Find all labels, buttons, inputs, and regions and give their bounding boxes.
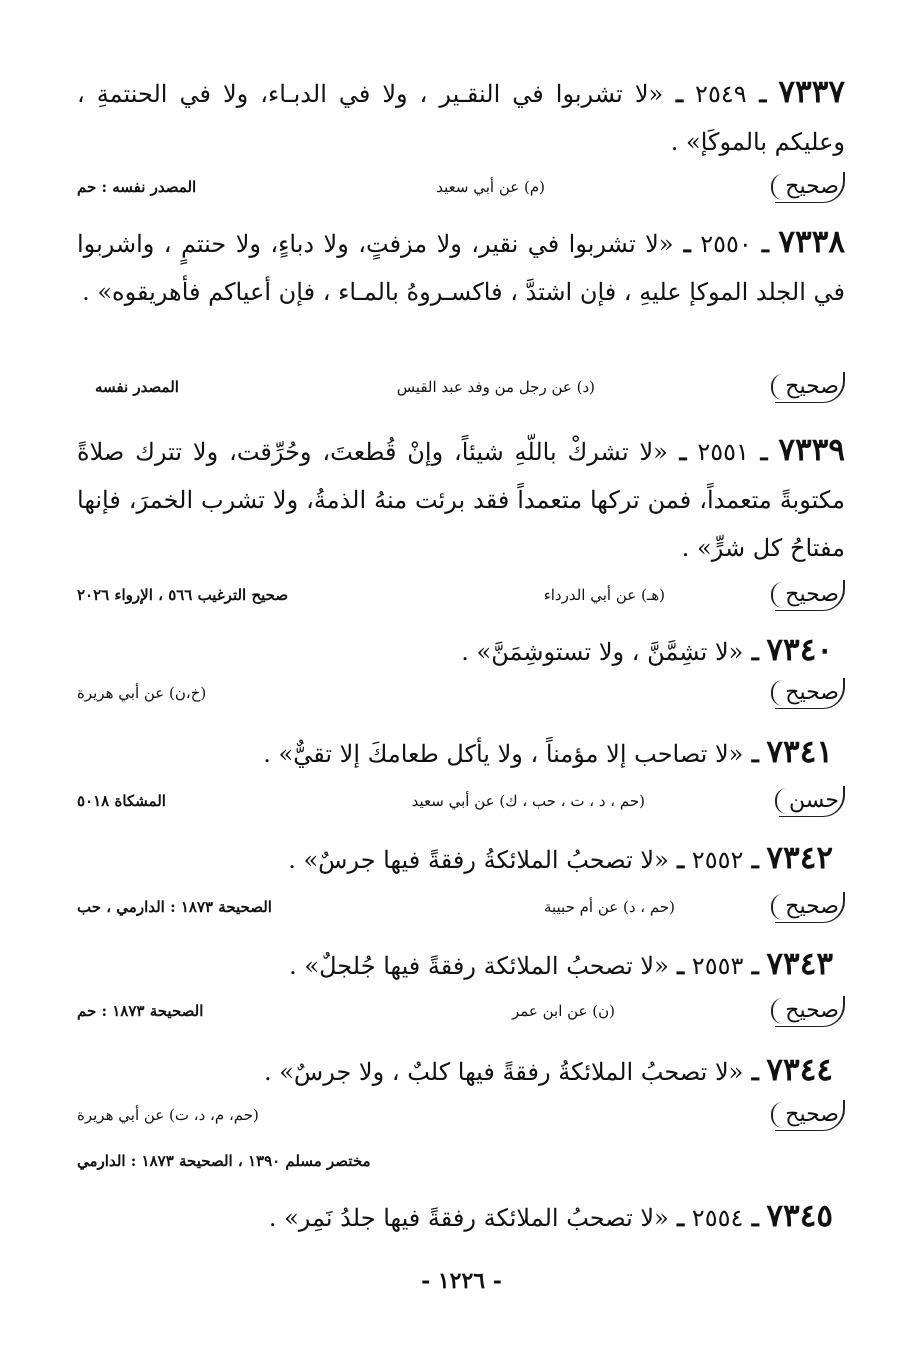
hadith-subnumber: ٢٥٥١ [697, 438, 749, 466]
hadith-text: «لا تصحبُ الملائكةُ رفقةً فيها جرسٌ» . [288, 846, 669, 874]
hadith-subnumber: ٢٥٤٩ [695, 80, 747, 108]
hadith-subnumber: ٢٥٥٣ [691, 952, 744, 980]
hadith-number: ٧٣٤١ [766, 734, 833, 770]
reference: المصدر نفسه : حم [77, 178, 197, 196]
hadith-entry: ٧٣٤٤ ـ «لا تصحبُ الملائكةُ رفقةً فيها كلبٌ ، ولا جرسٌ» . [263, 1052, 833, 1088]
hadith-number: ٧٣٣٩ [778, 432, 845, 468]
hadith-number: ٧٣٤٠ [766, 632, 833, 668]
narrator: (ن) عن ابن عمر [511, 1002, 615, 1020]
grade-label: صحيح [775, 580, 845, 611]
hadith-text: «لا تصحبُ الملائكة رفقةً فيها جلدُ نَمِر» . [268, 1204, 669, 1232]
hadith-number: ٧٣٤٥ [766, 1198, 833, 1234]
source-line [77, 678, 845, 716]
hadith-text: «لا تصاحب إلا مؤمناً ، ولا يأكل طعامكَ إلا تقيٌّ» . [263, 740, 744, 768]
hadith-number: ٧٣٤٢ [766, 840, 833, 876]
hadith-text: «لا تشربوا في النقـير ، ولا في الدبـاء، ولا في الحنتمةِ ، وعليكم بالموكَإ» . [77, 80, 845, 156]
hadith-number: ٧٣٤٣ [766, 946, 833, 982]
source-line [77, 892, 845, 930]
grade-label: صحيح [775, 1100, 845, 1131]
source-line [77, 996, 845, 1034]
narrator: (د) عن رجل من وفد عبد القيس [396, 378, 595, 396]
hadith-number: ٧٣٣٧ [778, 74, 846, 110]
hadith-entry: ٧٣٣٨ ـ ٢٥٥٠ ـ «لا تشربوا في نقير، ولا مزفتٍ، ولا دباءٍ، ولا حنتمٍ ، واشربوا في الجلد الموكإ عليهِ ، فإن اشتدَّ ، فاكسـروهُ بالمـاء ، فإن أعياكم فأهريقوه» . [77, 224, 846, 306]
reference-extra: مختصر مسلم ١٣٩٠ ، الصحيحة ١٨٧٣ : الدارمي [77, 1152, 371, 1170]
hadith-entry: ٧٣٤٢ ـ ٢٥٥٢ ـ «لا تصحبُ الملائكةُ رفقةً فيها جرسٌ» . [288, 840, 833, 876]
grade-label: صحيح [775, 996, 845, 1027]
hadith-entry: ٧٣٣٧ ـ ٢٥٤٩ ـ «لا تشربوا في النقـير ، ولا في الدبـاء، ولا في الحنتمةِ ، وعليكم بالموكَإ» . [77, 74, 846, 156]
hadith-entry: ٧٣٤٥ ـ ٢٥٥٤ ـ «لا تصحبُ الملائكة رفقةً فيها جلدُ نَمِر» . [268, 1198, 833, 1234]
hadith-text: «لا تصحبُ الملائكةُ رفقةً فيها كلبٌ ، ولا جرسٌ» . [263, 1058, 744, 1086]
hadith-text: «لا تشربوا في نقير، ولا مزفتٍ، ولا دباءٍ، ولا حنتمٍ ، واشربوا في الجلد الموكإ عليهِ ، فإن اشتدَّ ، فاكسـروهُ بالمـاء ، فإن أعياكم فأهريقوه» . [77, 230, 845, 306]
hadith-entry: ٧٣٤٣ ـ ٢٥٥٣ ـ «لا تصحبُ الملائكة رفقةً فيها جُلجلٌ» . [289, 946, 833, 982]
source-line [77, 172, 845, 210]
hadith-entry: ٧٣٤٠ ـ «لا تشِمَّنَّ ، ولا تستوشِمَنَّ» . [461, 632, 833, 668]
grade-label: صحيح [775, 372, 845, 403]
narrator: (خ،ن) عن أبي هريرة [77, 684, 207, 702]
narrator: (حم، م، د، ت) عن أبي هريرة [77, 1106, 259, 1124]
hadith-subnumber: ٢٥٥٠ [700, 230, 752, 258]
hadith-subnumber: ٢٥٥٢ [691, 846, 744, 874]
narrator: (حم ، د ، ت ، حب ، ك) عن أبي سعيد [411, 792, 645, 810]
reference: المصدر نفسه [95, 378, 179, 396]
hadith-subnumber: ٢٥٥٤ [691, 1204, 744, 1232]
hadith-text: «لا تشِمَّنَّ ، ولا تستوشِمَنَّ» . [461, 638, 744, 666]
hadith-entry: ٧٣٤١ ـ «لا تصاحب إلا مؤمناً ، ولا يأكل طعامكَ إلا تقيٌّ» . [263, 734, 833, 770]
hadith-number: ٧٣٤٤ [766, 1052, 833, 1088]
reference: صحيح الترغيب ٥٦٦ ، الإرواء ٢٠٢٦ [77, 586, 289, 604]
grade-label: حسن [779, 786, 845, 817]
grade-label: صحيح [775, 892, 845, 923]
hadith-number: ٧٣٣٨ [778, 224, 846, 260]
reference: المشكاة ٥٠١٨ [77, 792, 166, 810]
grade-label: صحيح [775, 678, 845, 709]
narrator: (هـ) عن أبي الدرداء [543, 586, 665, 604]
hadith-text: «لا تشركْ باللّهِ شيئاً، وإنْ قُطعتَ، وحُرِّقت، ولا تترك صلاةً مكتوبةً متعمداً، فمن تركها متعمداً فقد برئت منهُ الذمةُ، ولا تشرب الخمرَ، فإنها مفتاحُ كل شرٍّ» . [77, 438, 845, 562]
hadith-entry: ٧٣٣٩ ـ ٢٥٥١ ـ «لا تشركْ باللّهِ شيئاً، وإنْ قُطعتَ، وحُرِّقت، ولا تترك صلاةً مكتوبةً متعمداً، فمن تركها متعمداً فقد برئت منهُ الذمةُ، ولا تشرب الخمرَ، فإنها مفتاحُ كل شرٍّ» . [77, 432, 845, 562]
page-number: - ١٢٢٦ - [421, 1268, 502, 1294]
narrator: (حم ، د) عن أم حبيبة [543, 898, 675, 916]
narrator: (م) عن أبي سعيد [436, 178, 545, 196]
reference: الصحيحة ١٨٧٣ : حم [77, 1002, 204, 1020]
source-line [77, 372, 845, 410]
reference: الصحيحة ١٨٧٣ : الدارمي ، حب [77, 898, 272, 916]
grade-label: صحيح [775, 172, 845, 203]
source-line [77, 786, 845, 824]
source-line [77, 580, 845, 618]
hadith-text: «لا تصحبُ الملائكة رفقةً فيها جُلجلٌ» . [289, 952, 669, 980]
source-line [77, 1100, 845, 1138]
